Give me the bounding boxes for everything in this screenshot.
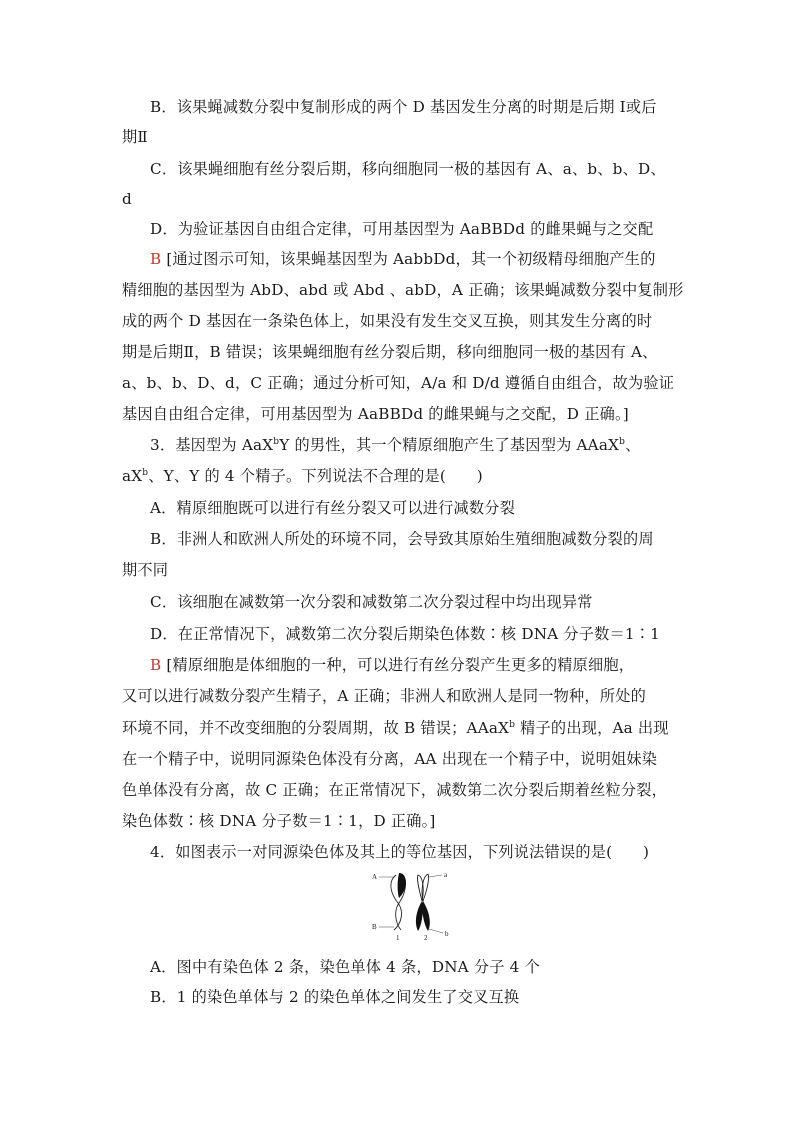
text-segment: 精子的出现，Aa 出现	[515, 719, 669, 737]
label-B: B	[372, 923, 377, 931]
text-segment: 色单体没有分离，故 C 正确；在正常情况下，减数第二次分裂后期着丝粒分裂，	[122, 781, 668, 799]
text-segment: [通过图示可知，该果蝇基因型为 AabbDd，其一个初级精母细胞产生的	[161, 250, 656, 268]
homologous-chromosome-figure	[366, 867, 466, 942]
answer-letter: B	[150, 250, 162, 268]
text-segment: 4．如图表示一对同源染色体及其上的等位基因，下列说法错误的是( )	[150, 843, 650, 861]
label-2: 2	[424, 934, 428, 942]
label-1: 1	[396, 934, 400, 942]
text-segment: C．该果蝇细胞有丝分裂后期，移向细胞同一极的基因有 A、a、b、b、D、	[150, 160, 666, 178]
text-segment: B．非洲人和欧洲人所处的环境不同，会导致其原始生殖细胞减数分裂的周	[150, 530, 654, 548]
text-line	[122, 373, 675, 393]
answer-line	[150, 655, 672, 675]
text-line	[122, 749, 672, 769]
text-line	[122, 189, 672, 209]
option-line	[150, 624, 672, 644]
text-line	[122, 718, 672, 738]
text-line	[122, 127, 672, 147]
text-segment: Y 的男性，其一个精原细胞产生了基因型为 AAaX	[279, 436, 620, 454]
text-line	[122, 280, 684, 300]
text-segment: a、b、b、D、d，C 正确；通过分析可知，A/a 和 D/d 遵循自由组合，故为验证	[122, 374, 675, 392]
text-segment: aX	[122, 467, 143, 485]
text-segment: 、	[625, 436, 641, 454]
text-segment: B．1 的染色单体与 2 的染色单体之间发生了交叉互换	[150, 988, 520, 1006]
superscript: b	[142, 468, 149, 478]
option-line	[150, 498, 672, 518]
option-line	[150, 957, 672, 977]
answer-letter: B	[150, 656, 162, 674]
superscript: b	[273, 437, 280, 447]
text-segment: [精原细胞是体细胞的一种，可以进行有丝分裂产生更多的精原细胞，	[161, 656, 635, 674]
text-segment: 3．基因型为 AaX	[150, 436, 274, 454]
label-b: b	[445, 930, 449, 938]
text-segment: 又可以进行减数分裂产生精子，A 正确；非洲人和欧洲人是同一物种，所处的	[122, 687, 646, 705]
text-segment: 成的两个 D 基因在一条染色体上，如果没有发生交叉互换，则其发生分离的时	[122, 312, 653, 330]
text-segment: 期Ⅱ	[122, 128, 148, 146]
text-segment: D．在正常情况下，减数第二次分裂后期染色体数∶核 DNA 分子数＝1∶1	[150, 625, 661, 643]
label-A: A	[372, 873, 378, 881]
text-segment: 期不同	[122, 561, 169, 579]
text-line	[150, 97, 672, 117]
text-line	[122, 686, 672, 706]
text-line	[122, 342, 672, 362]
text-line	[122, 404, 672, 424]
text-segment: 基因自由组合定律，可用基因型为 AaBBDd 的雌果蝇与之交配，D 正确。]	[122, 405, 629, 423]
text-segment: 期是后期Ⅱ，B 错误；该果蝇细胞有丝分裂后期，移向细胞同一极的基因有 A、	[122, 343, 658, 361]
text-segment: 在一个精子中，说明同源染色体没有分离，AA 出现在一个精子中，说明姐妹染	[122, 750, 658, 768]
text-line	[122, 466, 672, 486]
chromosome-2	[416, 874, 430, 931]
text-segment: d	[122, 190, 132, 208]
label-a: a	[444, 871, 448, 879]
text-segment: A．图中有染色体 2 条，染色单体 4 条，DNA 分子 4 个	[150, 958, 540, 976]
text-segment: D．为验证基因自由组合定律，可用基因型为 AaBBDd 的雌果蝇与之交配	[150, 220, 654, 238]
chromosome-1-dark-segment	[398, 873, 406, 898]
text-segment: B．该果蝇减数分裂中复制形成的两个 D 基因发生分离的时期是后期 Ⅰ或后	[150, 98, 657, 116]
text-line	[122, 780, 672, 800]
text-segment: C．该细胞在减数第一次分裂和减数第二次分裂过程中均出现异常	[150, 593, 593, 611]
question-line	[150, 435, 672, 455]
text-line	[150, 159, 672, 179]
answer-line	[150, 249, 672, 269]
text-segment: 、Y、Y 的 4 个精子。下列说法不合理的是( )	[148, 467, 483, 485]
question-line	[150, 842, 672, 862]
text-segment: 环境不同，并不改变细胞的分裂周期，故 B 错误；AAaX	[122, 719, 510, 737]
option-line	[150, 987, 672, 1007]
text-line	[122, 811, 672, 831]
text-line	[122, 560, 672, 580]
text-line	[122, 311, 672, 331]
text-segment: 精细胞的基因型为 AbD、abd 或 Abd 、abD，A 正确；该果蝇减数分裂中复制形	[122, 281, 684, 299]
text-segment: A．精原细胞既可以进行有丝分裂又可以进行减数分裂	[150, 499, 516, 517]
text-line	[150, 219, 672, 239]
option-line	[150, 592, 672, 612]
option-line	[150, 529, 672, 549]
superscript: b	[619, 437, 626, 447]
text-segment: 染色体数∶核 DNA 分子数＝1∶1，D 正确。]	[122, 812, 436, 830]
superscript: b	[509, 720, 516, 730]
